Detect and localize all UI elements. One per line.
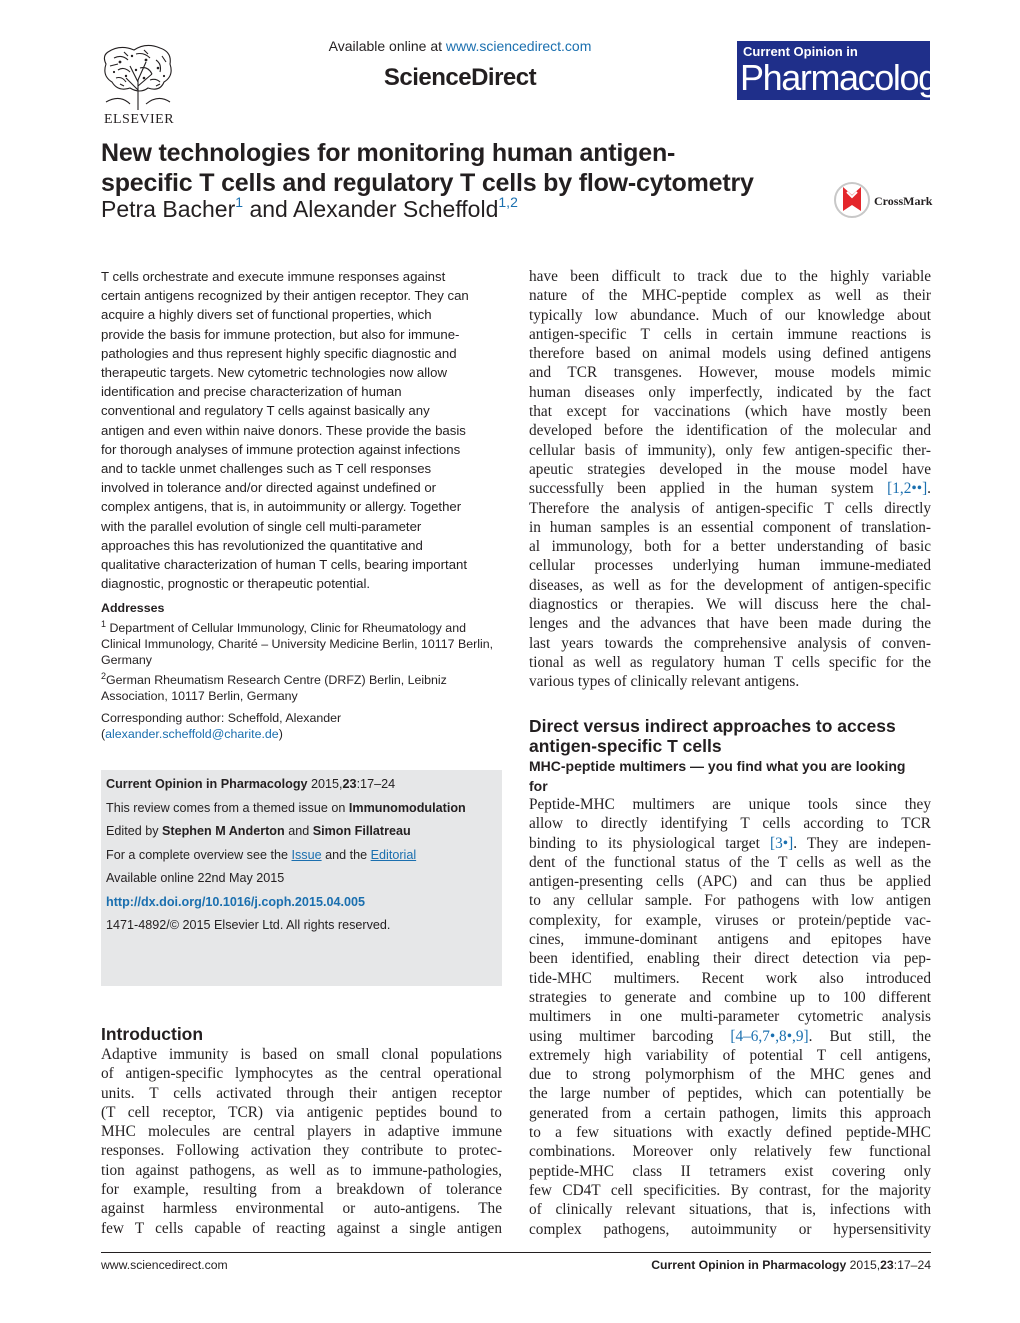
address-line [101, 668, 494, 688]
title-line: specific T cells and regulatory T cells by flow-cytometry [101, 169, 754, 197]
text-line: responses. Following activation they contribute to protec- [101, 1142, 502, 1160]
footer-year: 2015, [849, 1258, 881, 1272]
journal-logo-line2: Pharmacology [740, 57, 954, 98]
citation-link[interactable]: [4–6,7•,8•,9] [730, 1027, 809, 1045]
platform-name[interactable]: ScienceDirect [383, 64, 537, 91]
address-text: Department of Cellular Immunology, Clinic for Rheumatology and [109, 621, 466, 636]
author-name: Alexander Scheffold [292, 196, 499, 222]
elsevier-logo[interactable] [98, 42, 180, 128]
introduction-text [101, 1045, 502, 1238]
affiliation-marker[interactable]: 1,2 [498, 194, 518, 210]
text-line: Peptide-MHC multimers are unique tools since they [529, 796, 931, 813]
corresponding-label: Corresponding author: Scheffold, Alexander [101, 711, 342, 725]
editors-and: and [288, 824, 310, 838]
text-line: extremely high variability of potential T cell antigens, [529, 1046, 931, 1064]
text-line: T cells orchestrate and execute immune responses against [101, 269, 446, 284]
text-line: diseases, as well as for the development of antigen-specific [529, 576, 931, 594]
section-heading-line: antigen-specific T cells [529, 736, 722, 756]
text-line: al immunology, both for a better understanding of basic [529, 538, 931, 556]
text-line: successfully been applied in the human system [1,2••]. [529, 480, 931, 498]
text-line: cines, immune-dominant antigens and epitopes have [529, 931, 931, 949]
text-line: of antigen-specific lymphocytes as the central operational [101, 1065, 502, 1083]
citation-pages: :17–24 [356, 777, 396, 791]
paren: ( [101, 727, 106, 741]
title-line: New technologies for monitoring human antigen- [101, 139, 676, 167]
text-line: few CD4T cell specificities. By contrast, for the majority [529, 1181, 931, 1199]
citation-row [106, 775, 502, 799]
text-line: for thorough analyses of immune protection against infections [101, 441, 461, 457]
text-line: certain antigens recognized by their antigen receptor. They can [101, 288, 469, 304]
text-line: allow to directly identifying T cells according to TCR [529, 815, 931, 833]
text-line: tide-MHC multimers. Recent work also introduced [529, 969, 931, 987]
text-line: conventional and regulatory T cells against basically any [101, 403, 430, 419]
issue-link[interactable]: Issue [291, 847, 322, 862]
address-text: German Rheumatism Research Centre (DRFZ) Berlin, Leibniz [106, 673, 447, 688]
editor-name: Stephen M Anderton [162, 824, 285, 838]
introduction-heading: Introduction [101, 1024, 204, 1044]
subsection-heading-line: MHC-peptide multimers — you find what you are looking [529, 758, 906, 774]
journal-name: Current Opinion in Pharmacology [106, 777, 308, 791]
elsevier-tree-icon [100, 42, 176, 110]
footer-citation [651, 1258, 931, 1272]
text-line: and to tackle unmet challenges such as T cell responses [101, 461, 432, 477]
text-line: antigen-presenting cells (APC) and can thus be applied [529, 873, 931, 891]
email-link[interactable]: alexander.scheffold@charite.de [105, 727, 279, 741]
copyright-line: 1471-4892/© 2015 Elsevier Ltd. All rights reserved. [106, 918, 391, 932]
text-line: therefore based on animal models using defined antigens [529, 345, 931, 363]
text-line: for example, resulting from a breakdown of tolerance [101, 1181, 502, 1199]
journal-logo-line1: Current Opinion in [743, 44, 858, 59]
text-line: to any cellular sample. For pathogens with low antigen [529, 892, 931, 910]
article-info-box [101, 770, 502, 986]
text-line: diagnostics or therapies. We will discuss here the chal- [529, 596, 931, 614]
text-line: using multimer barcoding [4–6,7•,8•,9]. But still, the [529, 1027, 931, 1045]
text-line: acquire a highly divers set of functional properties, which [101, 307, 432, 323]
addresses-heading: Addresses [101, 601, 165, 615]
text-line: peptide-MHC class II tetramers exist covering only [529, 1162, 931, 1180]
section-heading-line: Direct versus indirect approaches to access [529, 716, 896, 736]
available-prefix: Available online at [328, 38, 442, 54]
footer-url[interactable]: www.sciencedirect.com [101, 1258, 228, 1272]
text-line: against harmless environmental or auto-antigens. The [101, 1200, 502, 1218]
citation-link[interactable]: [3•] [770, 834, 794, 852]
overview-prefix: For a complete overview see the [106, 847, 288, 862]
text-line: Therefore the analysis of antigen-specific T cells directly [529, 499, 931, 517]
text-line: complexity, for example, viruses or protein/peptide vac- [529, 911, 931, 929]
journal-logo[interactable] [737, 41, 954, 100]
text-line: therapeutic targets. New cytometric technologies now allow [101, 365, 447, 381]
paren: ) [278, 727, 283, 741]
text-line: complex pathogens, autoimmunity or hypersensitivity [529, 1220, 931, 1238]
theme-row [106, 799, 502, 823]
text-line: developed before the identification of the molecular and [529, 422, 931, 440]
text-line: tion against pathogens, as well as to immune-pathologies, [101, 1161, 502, 1179]
crossmark-icon [834, 181, 870, 219]
text-line: nature of the MHC-peptide complex as well as their [529, 287, 931, 305]
text-line: antigen and even within naive donors. These provide the basis [101, 422, 466, 438]
theme-name: Immunomodulation [348, 800, 466, 815]
theme-prefix: This review comes from a themed issue on [106, 800, 346, 815]
text-line: antigen-specific T cells in certain immune reactions is [529, 325, 931, 343]
addresses-block [101, 600, 494, 704]
footer-divider [101, 1252, 931, 1253]
editors-row [106, 822, 502, 846]
overview-and: and the [325, 847, 368, 862]
crossmark-label: CrossMark [874, 194, 933, 208]
text-line: the large number of peptides, which can potentially be [529, 1085, 931, 1103]
citation-link[interactable]: [1,2••] [887, 480, 928, 498]
affiliation-marker[interactable]: 1 [235, 194, 244, 210]
text-line: strategies to generate and combine up to 100 different [529, 988, 931, 1006]
text-line: combinations. Moreover only relatively few functional [529, 1143, 931, 1161]
address-line: Germany [101, 653, 152, 668]
crossmark-badge[interactable] [834, 181, 934, 219]
author-name: Petra Bacher [101, 196, 236, 222]
footer-pages: :17–24 [893, 1258, 931, 1272]
subsection-heading [529, 757, 931, 796]
text-line: cellular basis of immunity), only few antigen-specific ther- [529, 441, 931, 459]
overview-row [106, 846, 502, 870]
abstract [101, 267, 494, 593]
text-line: been identified, enabling their direct detection via pep- [529, 950, 931, 968]
text-line: lenges and the advances that have been made during the [529, 615, 931, 633]
text-line: various types of clinically relevant antigens. [529, 673, 800, 691]
text-line: provide the basis for immune protection, but also for immune- [101, 326, 460, 342]
footer-journal: Current Opinion in Pharmacology [651, 1258, 847, 1272]
address-number: 2 [101, 671, 107, 682]
citation-volume: 23 [342, 777, 357, 791]
text-line: pathologies and thus represent highly specific diagnostic and [101, 345, 457, 361]
article-title [101, 138, 821, 198]
multimer-text [529, 795, 931, 1239]
text-line: tional as well as regulatory human T cells specific for the [529, 653, 931, 671]
editorial-link[interactable]: Editorial [370, 847, 417, 862]
text-line: MHC molecules are central players in adaptive immune [101, 1123, 502, 1141]
text-line: multimers in one multi-parameter cytometric analysis [529, 1008, 931, 1026]
text-line: of clinically relevant situations, that is, infections with [529, 1201, 931, 1219]
text-line: due to strong polymorphism of the MHC genes and [529, 1066, 931, 1084]
editor-name: Simon Fillatreau [312, 824, 411, 838]
text-line: binding to its physiological target [3•]. They are indepen- [529, 834, 932, 852]
text-line: generated from a certain pathogen, limits this approach [529, 1104, 931, 1122]
text-line: to a few situations with exactly defined peptide-MHC [529, 1124, 931, 1142]
text-line: that except for vaccinations (which have mostly been [529, 403, 931, 421]
text-line: few T cells capable of reacting against a single antigen [101, 1219, 502, 1237]
address-line: Clinical Immunology, Charité – University Medicine Berlin, 10117 Berlin, [101, 637, 494, 652]
text-line: with the parallel evolution of single cell multi-parameter [101, 518, 422, 534]
available-date: Available online 22nd May 2015 [106, 871, 285, 885]
text-line: units. T cells activated through their antigen receptor [101, 1084, 502, 1102]
text-line: human diseases only imperfectly, indicated by the fact [529, 383, 931, 401]
text-line: diagnostic, prognostic or therapeutic potential. [101, 576, 371, 592]
text-line: apeutic strategies developed in the mouse model have [529, 460, 931, 478]
text-line: complex antigens, that is, in autoimmunity or allergy. Together [101, 499, 462, 515]
edited-prefix: Edited by [106, 824, 159, 838]
available-online-line [250, 38, 670, 54]
text-line: dent of the functional status of the T cells as well as the [529, 853, 931, 871]
section-heading [529, 716, 931, 756]
address-line [101, 616, 494, 636]
text-line: (T cell receptor, TCR) via antigenic peptides bound to [101, 1103, 502, 1121]
sciencedirect-url-link[interactable]: www.sciencedirect.com [445, 38, 592, 54]
text-line: qualitative characterization of human T cells, bearing important [101, 557, 468, 573]
text-line: cellular processes underlying human immune-mediated [529, 557, 931, 575]
footer-volume: 23 [880, 1258, 894, 1272]
text-line: involved in tolerance and/or directed against undefined or [101, 480, 437, 496]
text-line: identification and precise characterization of human [101, 384, 402, 400]
address-number: 1 [101, 619, 107, 629]
right-column-text [529, 267, 931, 692]
author-list [101, 196, 801, 223]
text-line: in human samples is an essential component of translation- [529, 518, 931, 536]
text-line: approaches this has revolutionized the quantitative and [101, 537, 423, 553]
doi-link[interactable]: http://dx.doi.org/10.1016/j.coph.2015.04.005 [106, 894, 365, 909]
text-line: have been difficult to track due to the highly variable [529, 268, 931, 285]
text-line: last years towards the comprehensive analysis of conven- [529, 634, 931, 652]
text-line: and TCR transgenes. However, mouse models mimic [529, 364, 931, 382]
corresponding-author [101, 710, 494, 742]
text-line: typically low abundance. Much of our knowledge about [529, 306, 931, 324]
subsection-heading-line: for [529, 777, 548, 794]
address-line: Association, 10117 Berlin, Germany [101, 689, 298, 704]
publisher-logo-text: ELSEVIER [103, 112, 175, 127]
text-line: Adaptive immunity is based on small clonal populations [101, 1046, 502, 1063]
citation-year: 2015, [311, 777, 343, 791]
author-joiner: and [249, 196, 288, 222]
